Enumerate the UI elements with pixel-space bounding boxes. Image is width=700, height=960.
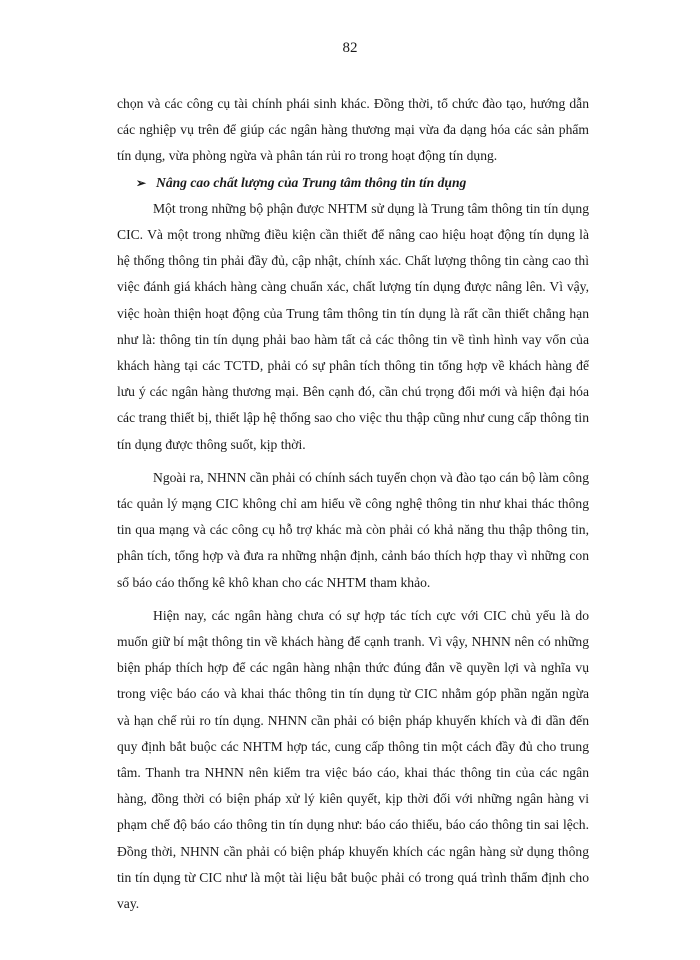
page-number: 82 [342, 40, 358, 56]
document-body [117, 91, 589, 917]
paragraph-bank-cooperation: Hiện nay, các ngân hàng chưa có sự hợp tác tích cực với CIC chủ yếu là do muốn giữ bí mật thông tin về khách hàng để cạnh tranh. Vì vậy, NHNN nên có những biện pháp thích hợp để các ngân hàng nhận thức đúng đắn về quyền lợi và nghĩa vụ trong việc báo cáo và khai thác thông tin tín dụng từ CIC nhằm góp phần ngăn ngừa và hạn chế rủi ro tín dụng. NHNN cần phải có biện pháp khuyến khích và đi dần đến quy định bắt buộc các NHTM hợp tác, cung cấp thông tin một cách đầy đủ cho trung tâm. Thanh tra NHNN nên kiểm tra việc báo cáo, khai thác thông tin của các ngân hàng, đồng thời có biện pháp xử lý kiên quyết, kịp thời đối với những ngân hàng vi phạm chế độ báo cáo thông tin tín dụng như: báo cáo thiếu, báo cáo thông tin sai lệch. Đồng thời, NHNN cần phải có biện pháp khuyến khích các ngân hàng sử dụng thông tin tín dụng từ CIC như là một tài liệu bắt buộc phải có trong quá trình thẩm định cho vay. [117, 607, 589, 912]
paragraph-cic-quality: Một trong những bộ phận được NHTM sử dụng là Trung tâm thông tin tín dụng CIC. Và một trong những điều kiện cần thiết để nâng cao hiệu hoạt động tín dụng là hệ thống thông tin phải đầy đủ, cập nhật, chính xác. Chất lượng thông tin càng cao thì việc đánh giá khách hàng càng chuẩn xác, chất lượng tín dụng được nâng lên. Vì vậy, việc hoàn thiện hoạt động của Trung tâm thông tin tín dụng là rất cần thiết chẳng hạn như là: thông tin tín dụng phải bao hàm tất cả các thông tin về tình hình vay vốn của khách hàng tại các TCTD, phải có sự phân tích thông tin tổng hợp về khách hàng để lưu ý các ngân hàng thương mại. Bên cạnh đó, cần chú trọng đổi mới và hiện đại hóa các trang thiết bị, thiết lập hệ thống sao cho việc thu thập cũng như cung cấp thông tin tín dụng được thông suốt, kịp thời. [117, 200, 589, 452]
arrow-bullet-icon: ➢ [136, 175, 147, 190]
section-heading [117, 170, 589, 196]
paragraph-staff-training: Ngoài ra, NHNN cần phải có chính sách tuyển chọn và đào tạo cán bộ làm công tác quản lý mạng CIC không chỉ am hiểu về công nghệ thông tin như khai thác thông tin qua mạng và các công cụ hỗ trợ khác mà còn phải có khả năng thu thập thông tin, phân tích, tổng hợp và đưa ra những nhận định, cảnh báo thích hợp thay vì những con số báo cáo thống kê khô khan cho các NHTM tham khảo. [117, 469, 589, 590]
intro-paragraph: chọn và các công cụ tài chính phái sinh khác. Đồng thời, tổ chức đào tạo, hướng dẫn các nghiệp vụ trên để giúp các ngân hàng thương mại vừa đa dạng hóa các sản phẩm tín dụng, vừa phòng ngừa và phân tán rủi ro trong hoạt động tín dụng. [117, 96, 589, 164]
section-heading-text: Nâng cao chất lượng của Trung tâm thông tin tín dụng [156, 174, 467, 190]
